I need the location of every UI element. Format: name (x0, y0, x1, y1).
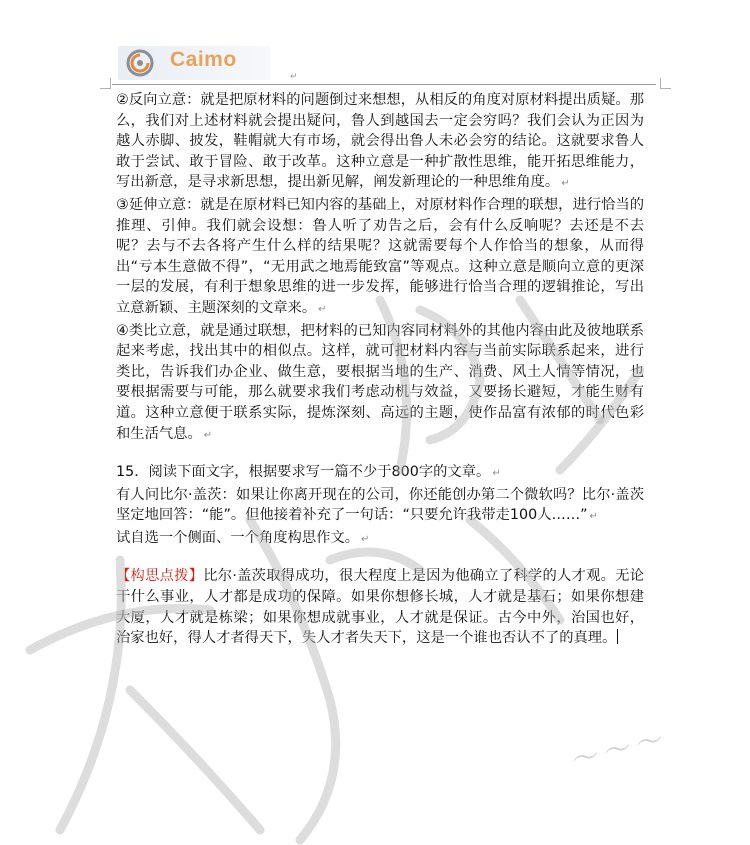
paragraph-analogy-idea: ④类比立意，就是通过联想，把材料的已知内容同材料外的其他内容由此及彼地联系起来考虑，找出其中的相似点。这样，就可把材料内容与当前实际联系起来，进行类比，告诉我们办企业、做生意，要根据当地的生产、消费、风土人情等情况，也要根据需要与可能，那么就要求我们考虑动机与效益，又要扬长避短，才能生财有道。这种立意便于联系实际，提炼深刻、高远的主题，使作品富有浓郁的时代色彩和生活气息。 ↵ (116, 322, 644, 442)
margin-corner-right (660, 78, 671, 89)
paragraph-mark: ↵ (589, 511, 598, 523)
paragraph-mark: ↵ (492, 468, 501, 480)
paragraph-mark: ↵ (361, 533, 370, 545)
paragraph-mark: ↵ (203, 429, 213, 441)
document-body (116, 90, 644, 649)
question-15-material: 有人问比尔·盖茨：如果让你离开现在的公司，你还能创办第二个微软吗？比尔·盖茨坚定地回答：“能”。但他接着补充了一句话：“只要允许我带走100人……” ↵ (116, 486, 644, 524)
question-15-task: 试自选一个侧面、一个角度构思作文。 ↵ (116, 529, 370, 546)
paragraph-extended-idea: ③延伸立意：就是在原材料已知内容的基础上，对原材料作合理的联想，进行恰当的推理、引伸。我们就会设想：鲁人听了劝告之后，会有什么反响呢？去还是不去呢？去与不去各将产生什么样的结果呢？这就需要每个人作恰当的想象，从而得出“亏本生意做不得”，“无用武之地焉能致富”等观点。这种立意是顺向立意的更深一层的发展，有利于想象思维的进一步发挥，能够进行恰当合理的逻辑推论，写出立意新颖、主题深刻的文章来。 ↵ (116, 196, 644, 316)
logo-mark-icon (126, 49, 156, 77)
text-cursor (617, 629, 618, 644)
tip-label: 【构思点拨】 (116, 568, 204, 585)
logo (118, 46, 270, 80)
header-paragraph-mark: ↵ (290, 72, 298, 82)
paragraph-mark: ↵ (561, 178, 570, 190)
paragraph-reverse-idea: ②反向立意：就是把原材料的问题倒过来想想，从相反的角度对原材料提出质疑。那么，我们对上述材料就会提出疑问，鲁人到越国去一定会穷吗？我们会认为正因为越人赤脚、披发，鞋帽就大有市场，就会得出鲁人未必会穷的结论。这就要求鲁人敢于尝试、敢于冒险、敢于改革。这种立意是一种扩散性思维，能开拓思维能力，写出新意，是寻求新思想，提出新见解，阐发新理论的一种思维角度。 ↵ (116, 92, 644, 191)
question-15-prompt: 15．阅读下面文字，根据要求写一篇不少于800字的文章。 ↵ (116, 464, 501, 481)
paragraph-mark: ↵ (318, 303, 327, 315)
margin-corner-left (100, 78, 111, 89)
tip-text: 比尔·盖茨取得成功，很大程度上是因为他确立了科学的人才观。无论干什么事业，人才都是成功的保障。如果你想修长城，人才就是基石；如果你想建大厦，人才就是栋梁；如果你想成就事业，人才就是保证。古今中外，治国也好，治家也好，得人才者得天下，失人才者失天下，这是一个谁也否认不了的真理。 (116, 568, 645, 647)
watermark-signature: 〜〜〜 (566, 723, 671, 778)
logo-text: Caimo (170, 48, 237, 71)
tip-paragraph (116, 566, 644, 648)
header-rule (112, 84, 656, 85)
